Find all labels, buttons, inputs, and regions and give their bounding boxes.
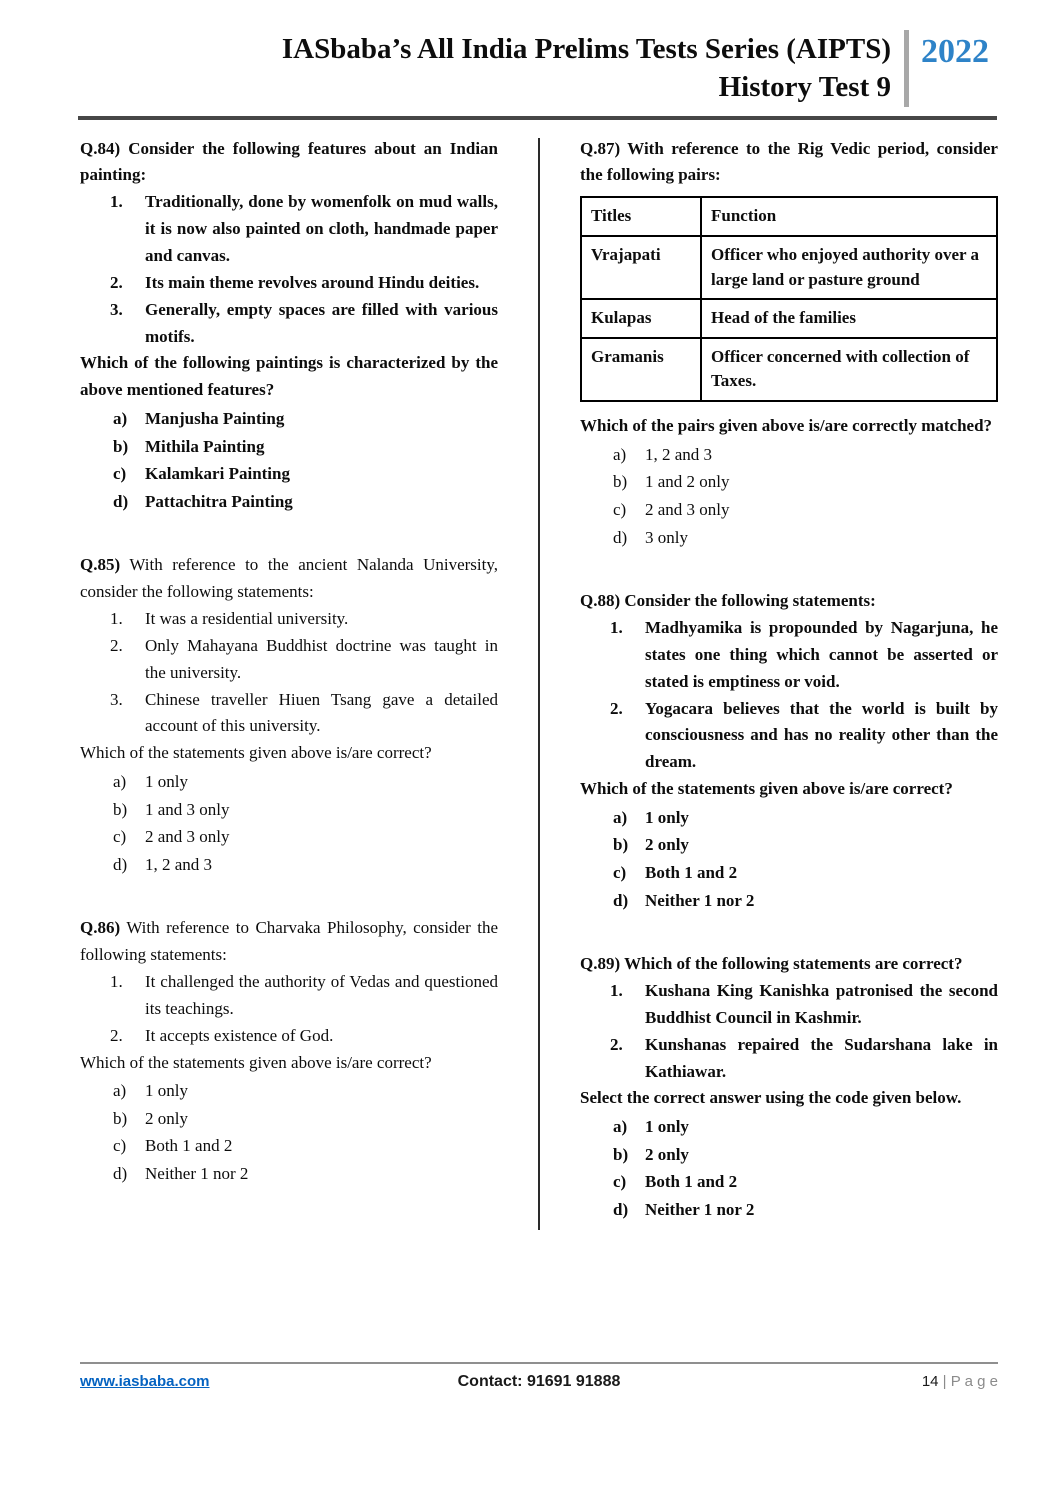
option-text: 1 and 2 only (645, 472, 730, 492)
option-list (580, 1113, 998, 1223)
question-intro (580, 136, 998, 190)
question-number: Q.85) (80, 555, 121, 575)
option-text: 2 only (645, 1144, 689, 1164)
table-row (581, 338, 997, 401)
question-intro-text: With reference to the ancient Nalanda University, consider the following statements: (80, 555, 498, 602)
statement-number: 2. (110, 635, 123, 655)
question-intro (80, 136, 498, 190)
option-list (80, 405, 498, 515)
statement-number: 1. (110, 971, 123, 991)
statement-item (610, 1032, 998, 1086)
statement-text: Kushana King Kanishka patronised the second Buddhist Council in Kashmir. (645, 980, 998, 1027)
question-number: Q.86) (80, 918, 121, 938)
option-key: c) (613, 1172, 627, 1192)
option-item (613, 804, 998, 832)
option-item (613, 524, 998, 552)
option-text: 1 only (145, 772, 188, 792)
option-item (613, 1141, 998, 1169)
option-text: Both 1 and 2 (645, 1172, 738, 1192)
pairs-table (580, 196, 998, 402)
table-body (581, 236, 997, 401)
statement-text: Chinese traveller Hiuen Tsang gave a detailed account of this university. (145, 689, 498, 736)
statement-number: 1. (110, 608, 123, 628)
statement-list (80, 189, 498, 350)
statement-item (610, 978, 998, 1032)
option-item (113, 768, 498, 796)
option-text: 1, 2 and 3 (145, 854, 213, 874)
statement-text: Traditionally, done by womenfolk on mud walls, it is now also painted on cloth, handmade paper and canvas. (145, 192, 498, 265)
question-number: Q.87) (580, 138, 621, 158)
statement-item (110, 270, 498, 297)
option-key: d) (613, 890, 629, 910)
option-text: 1 and 3 only (145, 799, 230, 819)
statement-text: Only Mahayana Buddhist doctrine was taught in the university. (145, 635, 498, 682)
option-key: c) (113, 827, 127, 847)
question-intro-text: Consider the following features about an Indian painting: (80, 138, 499, 185)
column-divider (538, 138, 540, 1231)
header-titles (80, 30, 891, 107)
option-item (613, 441, 998, 469)
statement-number: 2. (610, 698, 623, 718)
footer-contact: Contact: 91691 91888 (457, 1373, 621, 1390)
table-cell: Vrajapati (581, 236, 701, 299)
option-key: d) (113, 491, 129, 511)
left-column (80, 136, 498, 1261)
statement-item (110, 687, 498, 741)
statement-item (610, 615, 998, 696)
question-text: Which of the following paintings is characterized by the above mentioned features? (80, 353, 498, 400)
option-item (113, 1132, 498, 1160)
table-header-cell: Function (701, 197, 997, 236)
option-key: a) (113, 1081, 127, 1101)
table-row (581, 236, 997, 299)
option-key: b) (613, 835, 629, 855)
option-text: 1, 2 and 3 (645, 444, 713, 464)
question-q88 (580, 588, 998, 914)
statement-text: It accepts existence of God. (145, 1025, 334, 1045)
statement-item (110, 606, 498, 633)
option-item (113, 1105, 498, 1133)
option-item (113, 796, 498, 824)
question-intro (80, 915, 498, 969)
question-intro (580, 588, 998, 615)
question-intro-text: With reference to the Rig Vedic period, consider the following pairs: (580, 138, 998, 185)
option-item (613, 468, 998, 496)
option-key: a) (613, 444, 627, 464)
option-text: 2 only (645, 835, 689, 855)
option-item (613, 859, 998, 887)
option-item (613, 496, 998, 524)
footer-page-info (692, 1373, 998, 1390)
option-item (113, 488, 498, 516)
option-key: d) (613, 1199, 629, 1219)
question-text: Which of the statements given above is/are correct? (80, 743, 432, 763)
statement-number: 2. (610, 1034, 623, 1054)
question-q86 (80, 915, 498, 1187)
statement-text: It challenged the authority of Vedas and questioned its teachings. (145, 971, 498, 1018)
option-text: Neither 1 nor 2 (645, 890, 755, 910)
statement-list (80, 969, 498, 1050)
statement-text: Yogacara believes that the world is built by consciousness and has no reality other than the dream. (645, 698, 998, 772)
header-title-line2: History Test 9 (718, 71, 891, 104)
question-intro-text: Which of the following statements are correct? (624, 954, 963, 974)
option-key: c) (113, 464, 127, 484)
question-intro (80, 552, 498, 606)
option-list (80, 768, 498, 878)
option-key: d) (613, 527, 628, 547)
option-key: b) (613, 1144, 629, 1164)
option-key: a) (113, 772, 127, 792)
statement-number: 1. (610, 980, 623, 1000)
question-number: Q.84) (80, 138, 121, 158)
statement-list (580, 615, 998, 776)
statement-number: 1. (610, 617, 623, 637)
statement-number: 2. (110, 1025, 123, 1045)
statement-number: 1. (110, 192, 123, 212)
option-item (113, 1077, 498, 1105)
option-key: a) (613, 807, 628, 827)
statement-text: Kunshanas repaired the Sudarshana lake in Kathiawar. (645, 1034, 998, 1081)
option-list (580, 804, 998, 914)
option-key: d) (113, 854, 128, 874)
option-key: b) (113, 1108, 128, 1128)
statement-list (580, 978, 998, 1085)
website-link[interactable]: www.iasbaba.com (80, 1373, 210, 1390)
statement-item (110, 633, 498, 687)
option-text: Neither 1 nor 2 (145, 1164, 249, 1183)
question-text: Which of the statements given above is/are correct? (580, 779, 953, 799)
table-cell: Officer concerned with collection of Taxes. (701, 338, 997, 401)
header-title-line1: IASbaba’s All India Prelims Tests Series (AIPTS) (281, 33, 891, 65)
question-number: Q.88) (580, 591, 621, 611)
option-item (113, 823, 498, 851)
option-text: Mithila Painting (145, 436, 265, 456)
option-text: 3 only (645, 527, 688, 547)
page-header (0, 0, 1059, 107)
option-item (113, 433, 498, 461)
option-text: 1 only (645, 807, 689, 827)
questions-area (0, 120, 1059, 1261)
statement-number: 3. (110, 299, 123, 319)
question-q87 (580, 136, 998, 552)
table-cell: Gramanis (581, 338, 701, 401)
option-key: b) (113, 436, 129, 456)
table-cell: Officer who enjoyed authority over a large land or pasture ground (701, 236, 997, 299)
option-text: Pattachitra Painting (145, 491, 293, 511)
statement-list (80, 606, 498, 740)
option-key: a) (613, 1117, 628, 1137)
option-key: b) (113, 799, 128, 819)
page-footer (80, 1362, 998, 1391)
option-key: c) (613, 500, 627, 520)
statement-item (110, 969, 498, 1023)
option-text: 2 and 3 only (645, 500, 730, 520)
table-cell: Head of the families (701, 299, 997, 338)
page-number: 14 (921, 1373, 939, 1390)
option-text: Kalamkari Painting (145, 464, 290, 484)
option-key: c) (113, 1136, 127, 1156)
option-text: Neither 1 nor 2 (645, 1199, 755, 1219)
question-q89 (580, 951, 998, 1223)
option-text: 1 only (145, 1081, 188, 1101)
statement-item (110, 1023, 498, 1050)
question-text: Which of the statements given above is/are correct? (80, 1052, 432, 1072)
header-year: 2022 (921, 33, 989, 70)
table-header-cell: Titles (581, 197, 701, 236)
question-q85 (80, 552, 498, 878)
question-q84 (80, 136, 498, 516)
option-item (113, 1160, 498, 1188)
option-item (113, 460, 498, 488)
statement-item (110, 189, 498, 270)
option-text: 2 and 3 only (145, 827, 230, 847)
option-key: c) (613, 863, 627, 883)
question-number: Q.89) (580, 954, 621, 974)
option-list (80, 1077, 498, 1187)
statement-number: 3. (110, 689, 123, 709)
option-item (613, 1113, 998, 1141)
question-text: Select the correct answer using the code given below. (580, 1088, 962, 1108)
option-key: b) (613, 472, 628, 492)
option-text: 1 only (645, 1117, 689, 1137)
statement-item (110, 297, 498, 351)
option-item (613, 1196, 998, 1224)
right-column (580, 136, 998, 1261)
option-item (613, 1168, 998, 1196)
option-key: a) (113, 409, 128, 429)
option-text: Manjusha Painting (145, 409, 285, 429)
table-header-row (581, 197, 997, 236)
statement-text: Generally, empty spaces are filled with various motifs. (145, 299, 498, 346)
question-intro (580, 951, 998, 978)
statement-number: 2. (110, 272, 123, 292)
option-item (613, 887, 998, 915)
option-list (580, 441, 998, 551)
question-text: Which of the pairs given above is/are correctly matched? (580, 416, 993, 436)
page-suffix: | P a g e (942, 1373, 998, 1390)
option-item (113, 405, 498, 433)
statement-text: It was a residential university. (145, 608, 349, 628)
option-key: d) (113, 1164, 128, 1183)
table-row (581, 299, 997, 338)
table-head (581, 197, 997, 236)
footer-left (80, 1373, 386, 1391)
option-text: 2 only (145, 1108, 188, 1128)
option-item (113, 851, 498, 879)
statement-item (610, 696, 998, 777)
statement-text: Its main theme revolves around Hindu deities. (145, 272, 480, 292)
statement-text: Madhyamika is propounded by Nagarjuna, he states one thing which cannot be asserted or stated is emptiness or void. (645, 617, 998, 691)
question-intro-text: With reference to Charvaka Philosophy, consider the following statements: (80, 918, 499, 965)
question-intro-text: Consider the following statements: (624, 591, 876, 611)
option-text: Both 1 and 2 (145, 1136, 233, 1156)
option-text: Both 1 and 2 (645, 863, 738, 883)
option-item (613, 831, 998, 859)
table-cell: Kulapas (581, 299, 701, 338)
